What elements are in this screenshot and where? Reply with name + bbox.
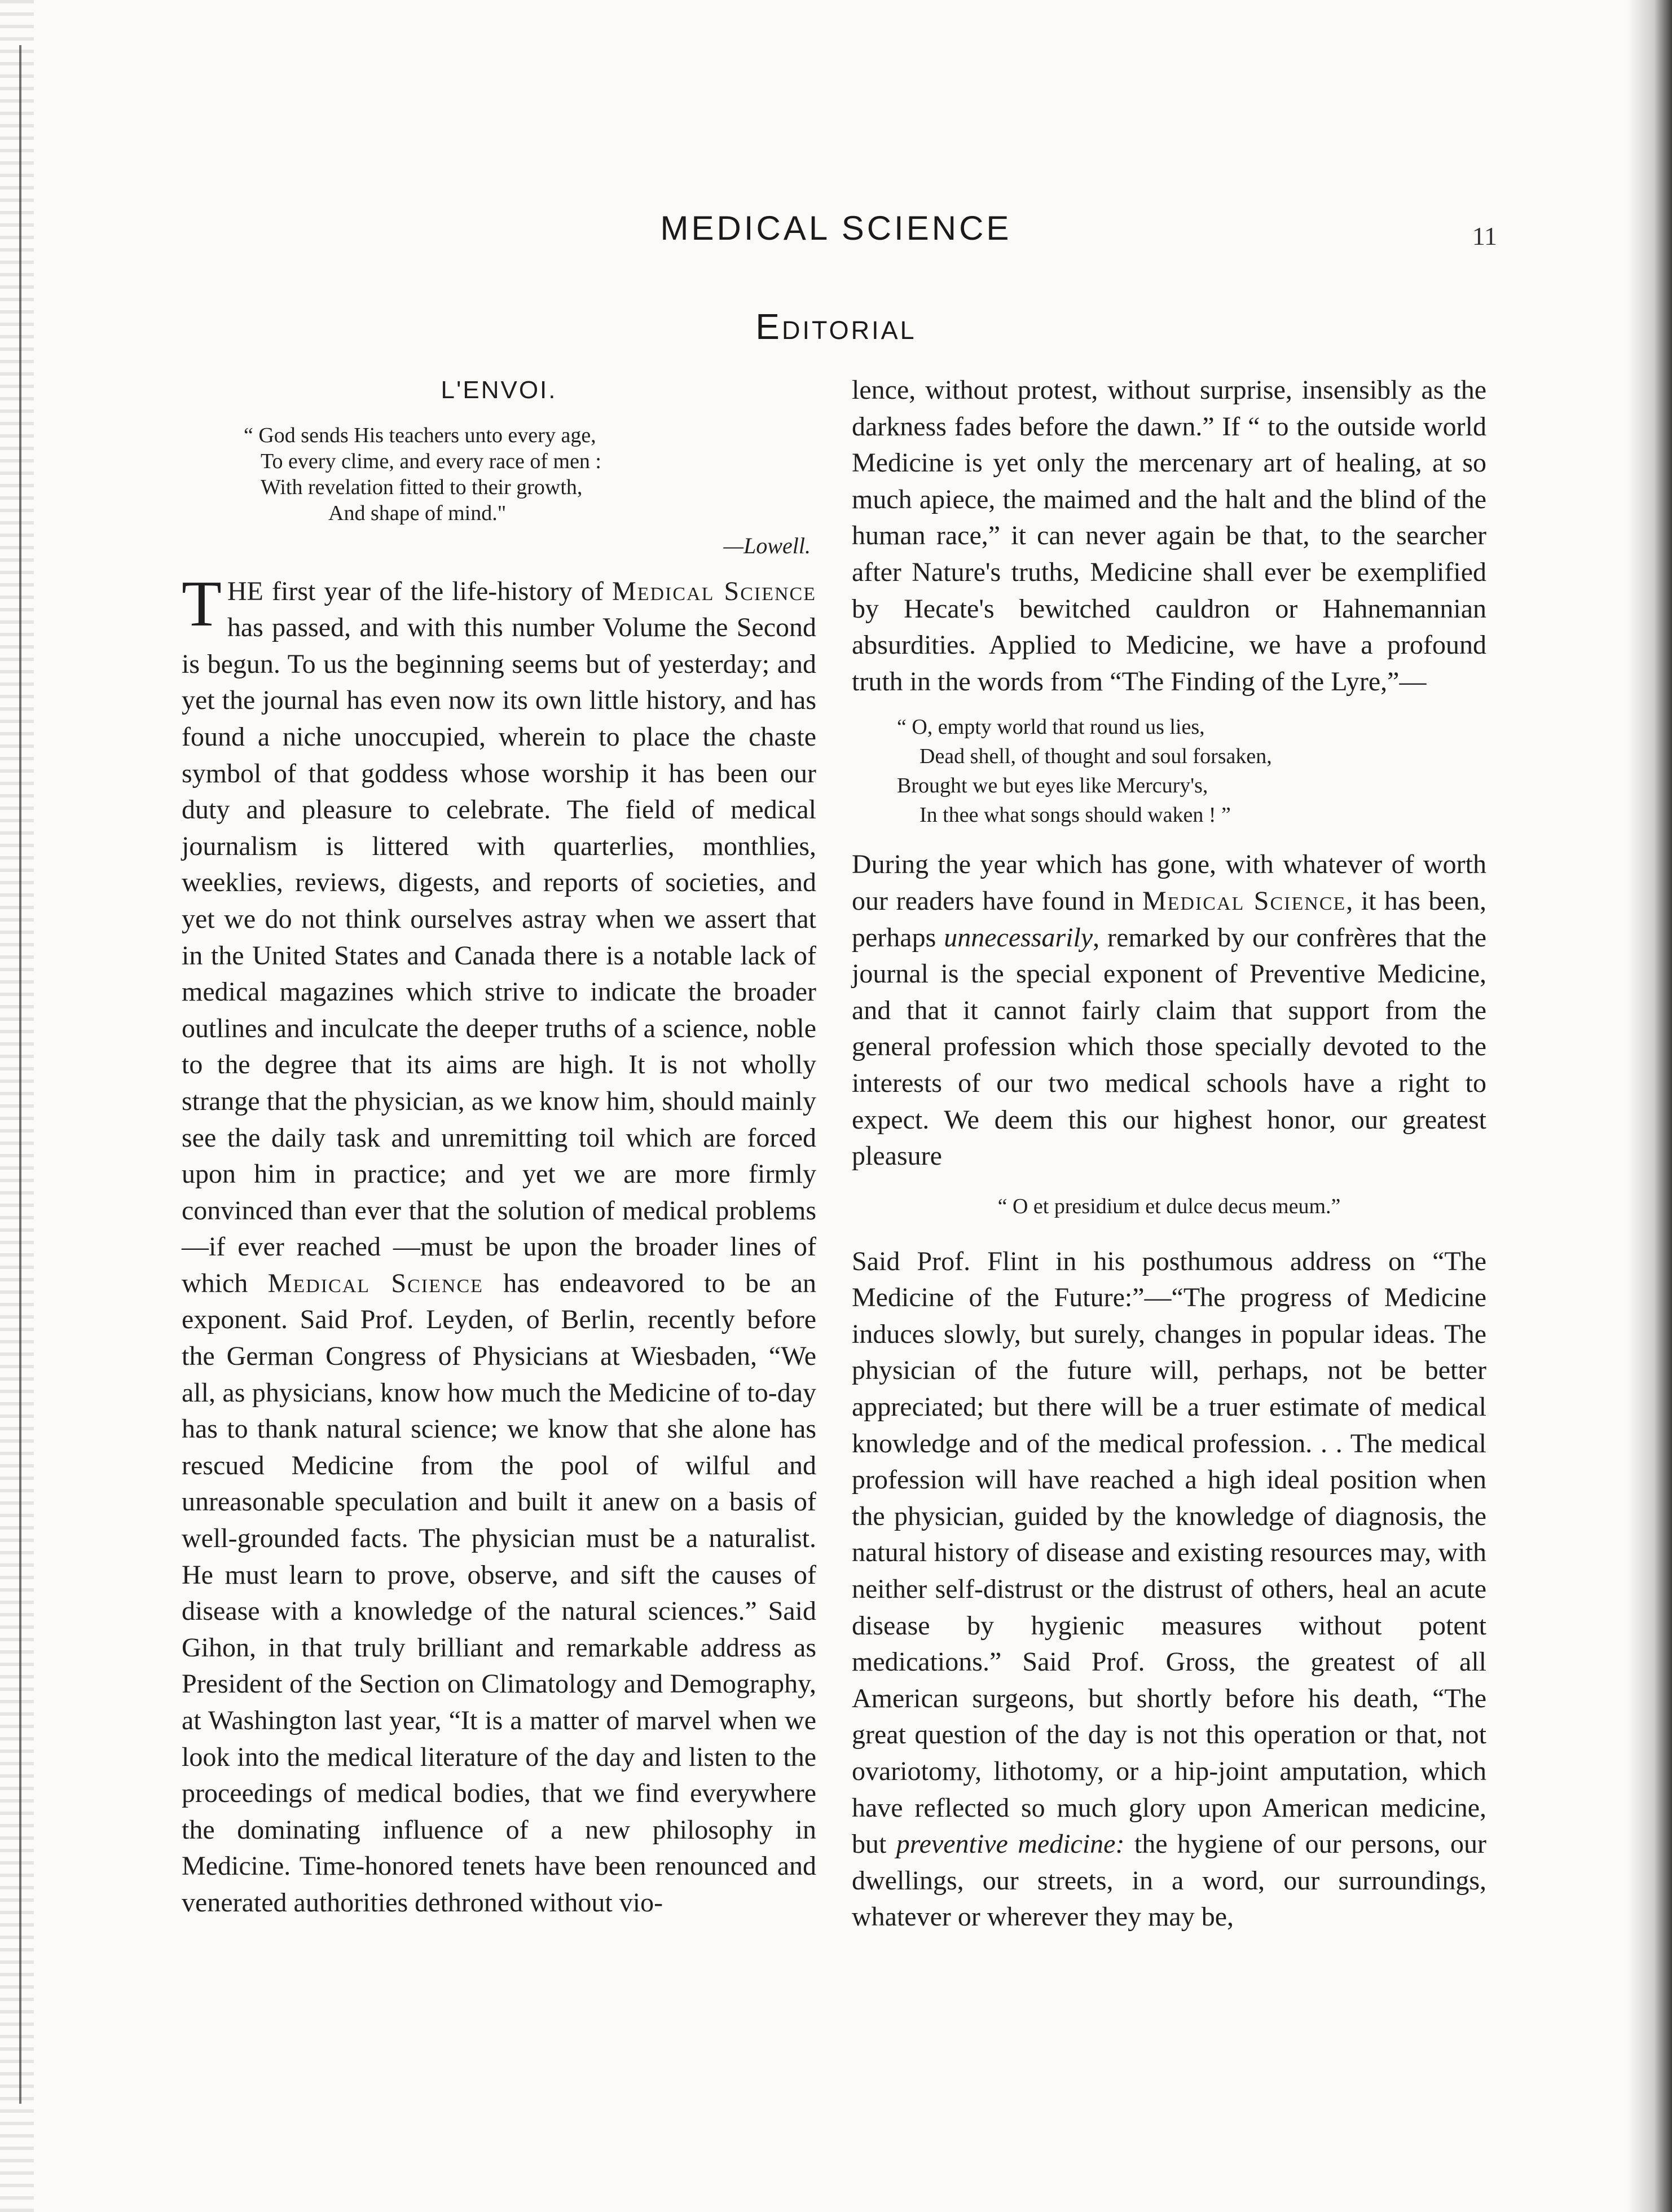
verse-line: “ O, empty world that round us lies, <box>897 715 1205 739</box>
epigraph-line: With revelation fitted to their growth, <box>261 475 583 499</box>
emphasis: unnecessarily <box>944 922 1093 953</box>
verse-line: Brought we but eyes like Mercury's, <box>897 774 1208 798</box>
epigraph-line: And shape of mind." <box>328 501 507 525</box>
running-head: MEDICAL SCIENCE <box>660 209 1012 247</box>
epigraph-line: “ God sends His teachers unto every age, <box>244 423 596 447</box>
emphasis: preventive medicine: <box>896 1829 1125 1860</box>
body-paragraph: lence, without protest, without surprise, insensibly as the darkness fades before the dawn.” If “ to the outside world Medicine is yet only the mercenary art of healing, at so much apiece, the maimed and the halt and the blind of the human race,” it can never again be that, to the searcher after Nature's truths, Medicine shall ever be exemplified by Hecate's bewitched cauldron or Hahnemannian absurdities. Applied to Medicine, we have a profound truth in the words from “The Finding of the Lyre,”— <box>852 375 1486 697</box>
body-paragraph: Said Prof. Flint in his posthumous address on “The Medicine of the Future:”—“The progress of Medicine induces slowly, but surely, changes in popular ideas. The physician of the future will, perhaps, not be better appreciated; but there will be a truer estimate of medical knowledge and of the medical profession. . . The medical profession will have reached a high ideal position when the physician, guided by the knowledge of diagnosis, the natural history of disease and existing resources may, with neither self-distrust or the distrust of others, heal an acute disease by hygienic measures without potent medications.” Said Prof. Gross, the greatest of all American surgeons, but shortly before his death, “The great question of the day is not this operation or that, not ovariotomy, lithotomy, or a hip-joint amputation, which have reflected so much glory upon American medicine, but preventive medicine: the hygiene of our persons, our dwellings, our streets, in a word, our surroundings, whatever or wherever they may be, <box>852 1246 1487 1932</box>
drop-cap: T <box>182 567 222 640</box>
journal-name: Medical Science <box>1142 885 1347 916</box>
verse-quote <box>897 712 1486 830</box>
right-column <box>852 372 1486 1936</box>
page-binding-line <box>19 45 21 2104</box>
verse-line: Dead shell, of thought and soul forsaken, <box>919 744 1272 769</box>
page-number: 11 <box>1472 222 1497 250</box>
epigraph <box>244 422 816 526</box>
article-title: L'ENVOI. <box>441 376 557 404</box>
verse-line: In thee what songs should waken ! ” <box>919 803 1231 827</box>
journal-name: Medical Science <box>612 576 816 606</box>
epigraph-attribution: —Lowell. <box>723 532 811 558</box>
body-paragraph: During the year which has gone, with whatever of worth our readers have found in Medical Science, it has been, perhaps unnecessarily, remarked by our confrères that the journal is the special exponent of Preventive Medicine, and that it cannot fairly claim that support from the general profession which those specially devoted to the interests of our two medical schools have a right to expect. We deem this our highest honor, our greatest pleasure <box>852 849 1487 1171</box>
section-title: Editorial <box>755 306 917 347</box>
body-paragraph: THE first year of the life-history of Medical Science has passed, and with this number Volume the Second is begun. To us the beginning seems but of yesterday; and yet the journal has even now its own little history, and has found a niche unoccupied, wherein to place the chaste symbol of that goddess whose worship it has been our duty and pleasure to celebrate. The field of medical journalism is littered with quarterlies, monthlies, weeklies, reviews, digests, and reports of societies, and yet we do not think ourselves astray when we assert that in the United States and Canada there is a notable lack of medical magazines which strive to indicate the broader outlines and inculcate the deeper truths of a science, noble to the degree that its aims are high. It is not wholly strange that the physician, as we know him, should mainly see the daily task and unremitting toil which are forced upon him in practice; and yet we are more firmly convinced than ever that the solution of medical problems—if ever reached —must be upon the broader lines of which Medical Science has endeavored to be an exponent. Said Prof. Leyden, of Berlin, recently before the German Congress of Physicians at Wiesbaden, “We all, as physicians, know how much the Medicine of to-day has to thank natural science; we know that she alone has rescued Medicine from the pool of wilful and unreasonable speculation and built it anew on a basis of well-grounded facts. The physician must be a naturalist. He must learn to prove, observe, and sift the causes of disease with a knowledge of the natural sciences.” Said Gihon, in that truly brilliant and remarkable address as President of the Section on Climatology and Demography, at Washington last year, “It is a matter of marvel when we look into the medical literature of the day and listen to the proceedings of medical bodies, that we find everywhere the dominating influence of a new philosophy in Medicine. Time-honored tenets have been renounced and venerated authorities dethroned without vio- <box>182 567 816 1918</box>
left-column <box>182 372 816 1922</box>
journal-name: Medical Science <box>267 1268 483 1298</box>
latin-quote: “ O et presidium et dulce decus meum.” <box>997 1194 1341 1218</box>
epigraph-line: To every clime, and every race of men : <box>261 449 601 473</box>
